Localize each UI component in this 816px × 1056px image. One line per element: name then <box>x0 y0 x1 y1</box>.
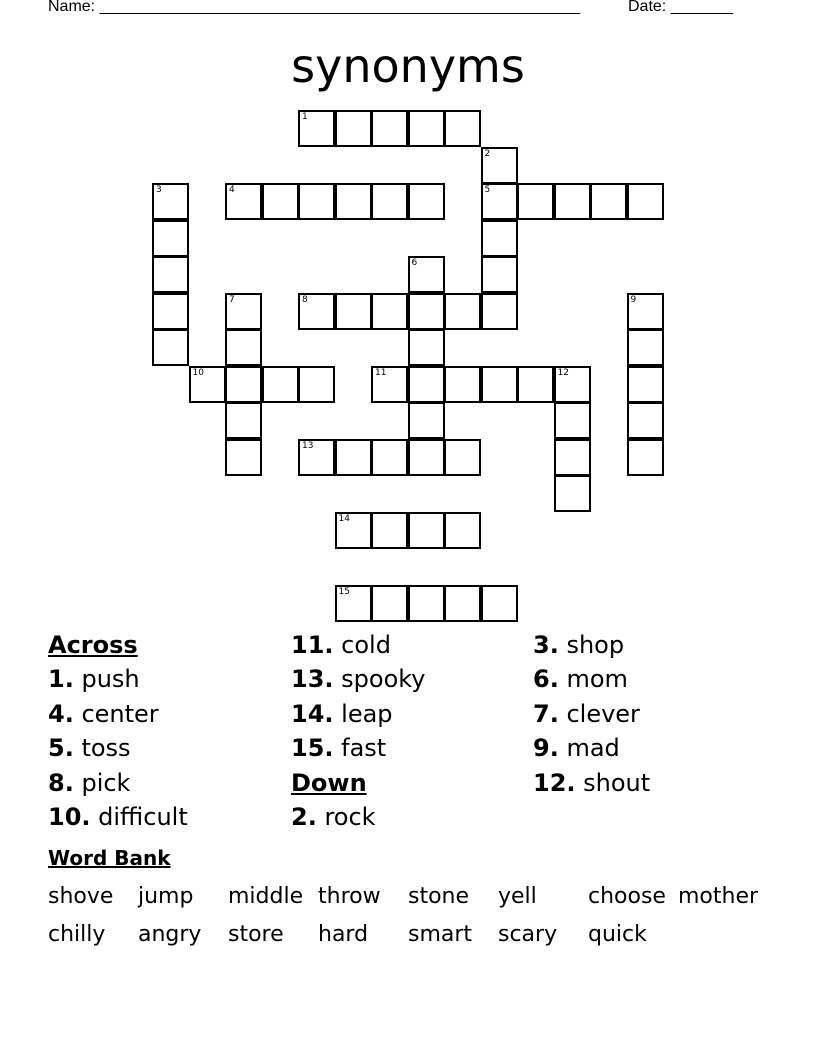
across-heading: Across <box>48 631 138 659</box>
clue-number: 2. <box>291 803 317 832</box>
crossword-cell <box>152 256 189 293</box>
crossword-cell <box>298 439 335 476</box>
clue-text: shop <box>558 631 625 659</box>
crossword-cell <box>627 366 664 403</box>
clue-number: 3. <box>533 631 559 659</box>
crossword-cell <box>225 439 262 476</box>
word-bank-item: middle <box>228 884 304 909</box>
clue-number: 6. <box>533 665 559 694</box>
crossword-cell <box>225 293 262 330</box>
crossword-cell <box>335 439 372 476</box>
clue-number: 12 <box>557 367 569 378</box>
clue-text: cold <box>333 631 391 659</box>
clue-text: toss <box>73 734 131 763</box>
clue-number: 1. <box>48 665 74 694</box>
crossword-cell <box>152 329 189 366</box>
crossword-cell <box>371 366 408 403</box>
crossword-cell <box>627 329 664 366</box>
crossword-cell <box>335 293 372 330</box>
crossword-cell <box>225 366 262 403</box>
clue-number: 15. <box>291 734 334 763</box>
crossword-cell <box>408 110 445 147</box>
clue-number: 1 <box>302 112 308 122</box>
clue-number: 13 <box>302 440 314 451</box>
crossword-cell <box>335 585 372 622</box>
crossword-cell <box>481 585 518 622</box>
crossword-cell <box>152 183 189 220</box>
crossword-cell <box>262 366 299 403</box>
page-title: synonyms <box>291 39 525 93</box>
clue-item <box>291 800 426 834</box>
word-bank-item: yell <box>498 884 537 909</box>
crossword-cell <box>408 439 445 476</box>
word-bank-item: smart <box>408 922 473 947</box>
clue-item <box>48 662 188 696</box>
word-bank-item: throw <box>318 884 381 909</box>
word-bank-item: shove <box>48 884 114 909</box>
clue-item <box>48 697 188 731</box>
crossword-cell <box>152 293 189 330</box>
clue-number: 3 <box>156 185 162 195</box>
clue-text: pick <box>73 768 131 797</box>
clue-number: 7. <box>533 699 559 728</box>
crossword-cell <box>408 183 445 220</box>
crossword-cell <box>517 366 554 403</box>
clue-text: mom <box>558 665 628 694</box>
crossword-cell <box>371 110 408 147</box>
clue-item <box>533 628 650 662</box>
crossword-cell <box>408 256 445 293</box>
crossword-cell <box>444 293 481 330</box>
word-bank-item: jump <box>138 884 194 909</box>
crossword-cell <box>371 183 408 220</box>
clue-number: 8 <box>302 294 308 305</box>
crossword-cell <box>481 147 518 184</box>
crossword-cell <box>481 220 518 257</box>
crossword-cell <box>481 256 518 293</box>
clue-number: 10. <box>48 803 91 832</box>
clue-text: rock <box>316 803 376 832</box>
clue-text: shout <box>575 768 651 797</box>
word-bank-item: quick <box>588 922 647 947</box>
clue-item <box>291 731 426 765</box>
crossword-cell <box>554 439 591 476</box>
crossword-cell <box>298 110 335 147</box>
crossword-cell <box>554 366 591 403</box>
crossword-cell <box>444 439 481 476</box>
crossword-cell <box>627 293 664 330</box>
clues-column-1 <box>48 628 188 834</box>
crossword-cell <box>408 585 445 622</box>
clue-text: difficult <box>90 803 188 832</box>
crossword-cell <box>554 183 591 220</box>
crossword-cell <box>408 402 445 439</box>
crossword-cell <box>371 512 408 549</box>
crossword-cell <box>554 475 591 512</box>
crossword-cell <box>481 293 518 330</box>
crossword-cell <box>225 183 262 220</box>
crossword-cell <box>225 402 262 439</box>
crossword-cell <box>371 293 408 330</box>
crossword-cell <box>408 293 445 330</box>
crossword-cell <box>627 402 664 439</box>
clue-number: 6 <box>411 258 418 268</box>
clue-number: 9 <box>630 294 637 305</box>
clue-number: 8. <box>48 768 74 797</box>
clue-text: mad <box>558 734 620 763</box>
crossword-cell <box>298 183 335 220</box>
crossword-cell <box>627 439 664 476</box>
clue-number: 9. <box>533 734 559 763</box>
clue-number: 15 <box>338 586 350 597</box>
crossword-cell <box>335 110 372 147</box>
clue-item <box>48 766 188 800</box>
clue-item <box>533 766 650 800</box>
crossword-cell <box>298 293 335 330</box>
down-heading: Down <box>291 768 367 797</box>
crossword-cell <box>481 366 518 403</box>
clue-item <box>48 800 188 834</box>
crossword-cell <box>408 366 445 403</box>
clue-text: spooky <box>333 665 426 694</box>
word-bank-item: chilly <box>48 922 106 947</box>
clue-number: 11. <box>291 631 334 659</box>
clues-column-2 <box>291 628 426 834</box>
clue-item <box>48 731 188 765</box>
clue-number: 12. <box>533 768 576 797</box>
crossword-cell <box>262 183 299 220</box>
crossword-cell <box>408 512 445 549</box>
clues-column-3 <box>533 628 650 800</box>
crossword-cell <box>554 402 591 439</box>
clue-number: 4 <box>229 185 235 195</box>
clue-text: leap <box>333 699 393 728</box>
clue-item <box>533 731 650 765</box>
clue-number: 14. <box>291 699 334 728</box>
crossword-cell <box>335 183 372 220</box>
clue-number: 14 <box>338 513 350 524</box>
clue-item <box>533 697 650 731</box>
crossword-cell <box>590 183 627 220</box>
crossword-cell <box>517 183 554 220</box>
crossword-cell <box>408 329 445 366</box>
date-field-label: Date: _______ <box>628 0 733 15</box>
crossword-cell <box>444 512 481 549</box>
word-bank-title: Word Bank <box>48 846 171 870</box>
word-bank-item: store <box>228 922 284 947</box>
crossword-cell <box>298 366 335 403</box>
clue-item <box>291 628 426 662</box>
clue-number: 5 <box>484 185 491 195</box>
clue-number: 5. <box>48 734 74 763</box>
crossword-cell <box>225 329 262 366</box>
clue-text: clever <box>558 699 640 728</box>
clue-text: push <box>73 665 140 694</box>
clue-number: 11 <box>375 367 387 378</box>
crossword-cell <box>444 585 481 622</box>
word-bank-item: stone <box>408 884 470 909</box>
clue-item <box>291 662 426 696</box>
clue-item <box>533 662 650 696</box>
clue-number: 4. <box>48 699 74 728</box>
crossword-cell <box>444 366 481 403</box>
clue-number: 2 <box>484 148 491 159</box>
clue-text: fast <box>333 734 387 763</box>
crossword-cell <box>335 512 372 549</box>
name-field-label: Name: ______________________________________________________ <box>48 0 581 15</box>
word-bank-item: hard <box>318 922 369 947</box>
word-bank-item: choose <box>588 884 666 909</box>
crossword-cell <box>152 220 189 257</box>
word-bank-item: mother <box>678 884 759 909</box>
crossword-cell <box>444 110 481 147</box>
crossword-cell <box>371 585 408 622</box>
crossword-cell <box>627 183 664 220</box>
clue-number: 7 <box>229 294 235 305</box>
clue-number: 13. <box>291 665 334 694</box>
clue-number: 10 <box>192 367 204 378</box>
word-bank-item: scary <box>498 922 558 947</box>
clue-text: center <box>73 699 159 728</box>
word-bank-item: angry <box>138 922 202 947</box>
clue-item <box>291 697 426 731</box>
crossword-cell <box>189 366 226 403</box>
crossword-cell <box>371 439 408 476</box>
crossword-cell <box>481 183 518 220</box>
